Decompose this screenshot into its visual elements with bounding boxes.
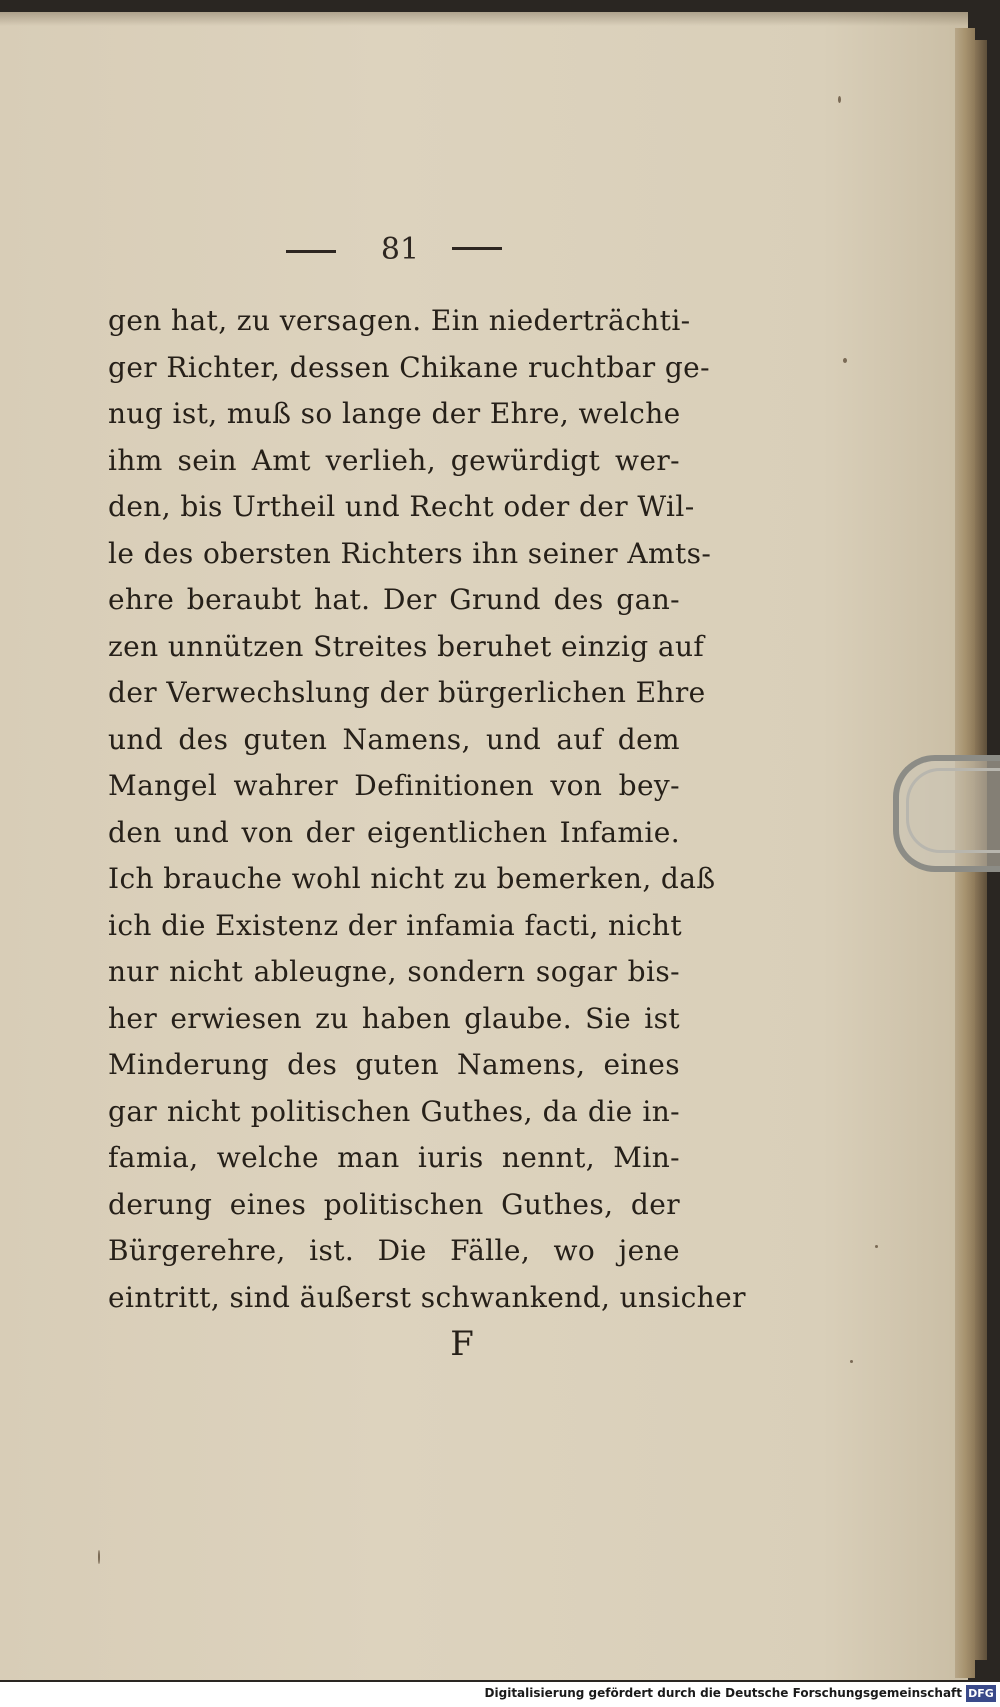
text-line: famia, welche man iuris nennt, Min-: [108, 1141, 680, 1174]
text-line: der Verwechslung der bürgerlichen Ehre: [108, 676, 706, 709]
page-header: [280, 232, 520, 272]
text-line: Mangel wahrer Definitionen von bey-: [108, 769, 680, 802]
footer-credit: Digitalisierung gefördert durch die Deutsche Forschungsgemeinschaft: [484, 1686, 962, 1700]
page-top-shadow: [0, 12, 968, 26]
text-line: derung eines politischen Guthes, der: [108, 1187, 680, 1221]
text-line: eintritt, sind äußerst schwankend, unsicher: [108, 1280, 746, 1314]
text-line: gen hat, zu versagen. Ein niederträchti-: [108, 304, 691, 337]
text-line: zen unnützen Streites beruhet einzig auf: [108, 629, 705, 663]
text-line: gar nicht politischen Guthes, da die in-: [108, 1094, 680, 1128]
text-line: ehre beraubt hat. Der Grund des gan-: [108, 583, 680, 616]
text-line: Ich brauche wohl nicht zu bemerken, daß: [108, 862, 716, 895]
text-line: ich die Existenz der infamia facti, nicht: [108, 908, 683, 942]
text-line: und des guten Namens, und auf dem: [108, 722, 680, 756]
body-text: [108, 298, 746, 1321]
text-line: nug ist, muß so lange der Ehre, welche: [108, 397, 681, 430]
text-line: le des obersten Richters ihn seiner Amts-: [108, 536, 712, 570]
paper-speck: [875, 1245, 878, 1248]
dfg-logo-icon: DFG: [966, 1685, 996, 1702]
paper-speck: [98, 1550, 100, 1564]
text-line: her erwiesen zu haben glaube. Sie ist: [108, 1001, 680, 1035]
header-dash-left: [286, 250, 336, 253]
page-clip-inner: [906, 768, 1000, 853]
paper-speck: [850, 1360, 853, 1363]
text-line: Minderung des guten Namens, eines: [108, 1048, 680, 1081]
text-line: nur nicht ableugne, sondern sogar bis-: [108, 955, 680, 988]
header-dash-right: [452, 247, 502, 250]
text-line: den, bis Urtheil und Recht oder der Wil-: [108, 490, 695, 523]
page-number: 81: [380, 232, 420, 267]
paper-speck: [838, 96, 841, 103]
text-line: ihm sein Amt verlieh, gewürdigt wer-: [108, 443, 680, 477]
text-line: Bürgerehre, ist. Die Fälle, wo jene: [108, 1234, 680, 1267]
paper-speck: [843, 358, 847, 363]
signature-mark: F: [450, 1324, 474, 1364]
text-line: ger Richter, dessen Chikane ruchtbar ge-: [108, 350, 711, 384]
footer-bar: [0, 1682, 1000, 1707]
text-line: den und von der eigentlichen Infamie.: [108, 815, 680, 849]
